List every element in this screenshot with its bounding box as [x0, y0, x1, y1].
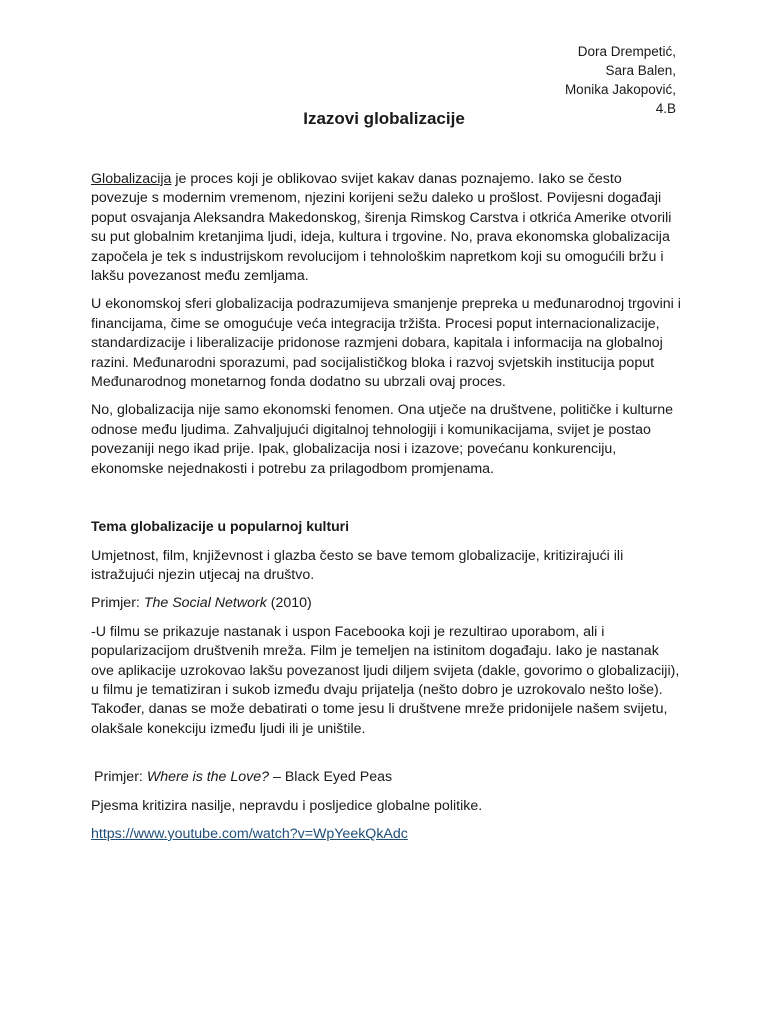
example-suffix: (2010): [266, 595, 312, 612]
paragraph-economy: U ekonomskoj sferi globalizacija podrazumijeva smanjenje prepreka u međunarodnoj trgovini i financijama, čime se omogućuje veća integracija tržišta. Procesi poput internacionalizacije, standardizacije i liberalizacije pridonose razmjeni dobara, kapitala i informacija na globalnoj razini. Međunarodni sporazumi, pad socijalističkog bloka i razvoj svjetskih institucija poput Međunarodnog monetarnog fonda dodatno su ubrzali ovaj proces.: [91, 296, 681, 391]
film-title: The Social Network: [143, 595, 267, 612]
class-label: 4.B: [655, 101, 676, 116]
example-suffix: – Black Eyed Peas: [269, 769, 393, 786]
intro-text: je proces koji je oblikovao svijet kakav danas poznajemo. Iako se često povezuje s modernim vremenom, njezini korijeni sežu daleko u prošlost. Povijesni događaji poput osvajanja Aleksandra Makedonskog, širenja Rimskog Carstva i otkrića Amerike otvorili su put globalnim kretanjima ljudi, ideja, kultura i trgovine. No, prava ekonomska globalizacija započela je tek s industrijskom revolucijom i tehnološkim napretkom koji su omogućili bržu i lakšu povezanost među zemljama.: [91, 171, 672, 285]
document-body: [91, 170, 681, 853]
intro-paragraph: [91, 170, 681, 286]
paragraph-film-description: -U filmu se prikazuje nastanak i uspon Facebooka koji je rezultirao uporabom, ali i popularizacijom društvenih mreža. Film je temeljen na istinitom događaju. Iako je nastanak ove aplikacije uzrokovao lakšu povezanost ljudi diljem svijeta (dakle, govorimo o globalizaciji), u filmu je tematiziran i sukob između dvaju prijatelja (nešto dobro je uzrokovalo nešto loše). Također, danas se može debatirati o tome jesu li društvene mreže pridonijele našem svijetu, olakšale konekciju između ljudi ili je uništile.: [91, 623, 680, 737]
section-heading: Tema globalizacije u popularnoj kulturi: [91, 518, 349, 535]
paragraph-song-description: Pjesma kritizira nasilje, nepravdu i posljedice globalne politike.: [91, 797, 483, 814]
author-line: Dora Drempetić,: [577, 44, 676, 59]
intro-keyword: Globalizacija: [91, 171, 172, 187]
youtube-link[interactable]: https://www.youtube.com/watch?v=WpYeekQkAdc: [91, 825, 408, 842]
author-line: Monika Jakopović,: [564, 82, 676, 97]
paragraph-society: No, globalizacija nije samo ekonomski fenomen. Ona utječe na društvene, političke i kulturne odnose među ljudima. Zahvaljujući digitalnoj tehnologiji i komunikacijama, svijet je postao povezaniji nego ikad prije. Ipak, globalizacija nosi i izazove; povećanu konkurenciju, ekonomske nejednakosti i potrebu za prilagodbom promjenama.: [91, 402, 673, 477]
example-film: [91, 594, 681, 613]
song-title: Where is the Love?: [146, 769, 270, 786]
link-paragraph: [91, 825, 681, 844]
document-title: Izazovi globalizacije: [303, 109, 465, 128]
author-line: Sara Balen,: [605, 63, 676, 78]
example-prefix: Primjer:: [91, 595, 144, 612]
example-prefix: Primjer:: [94, 769, 147, 786]
example-song: [91, 768, 681, 787]
paragraph-culture: Umjetnost, film, književnost i glazba često se bave temom globalizacije, kritizirajući ili istražujući njezin utjecaj na društvo.: [91, 547, 624, 583]
author-block: [565, 42, 676, 118]
